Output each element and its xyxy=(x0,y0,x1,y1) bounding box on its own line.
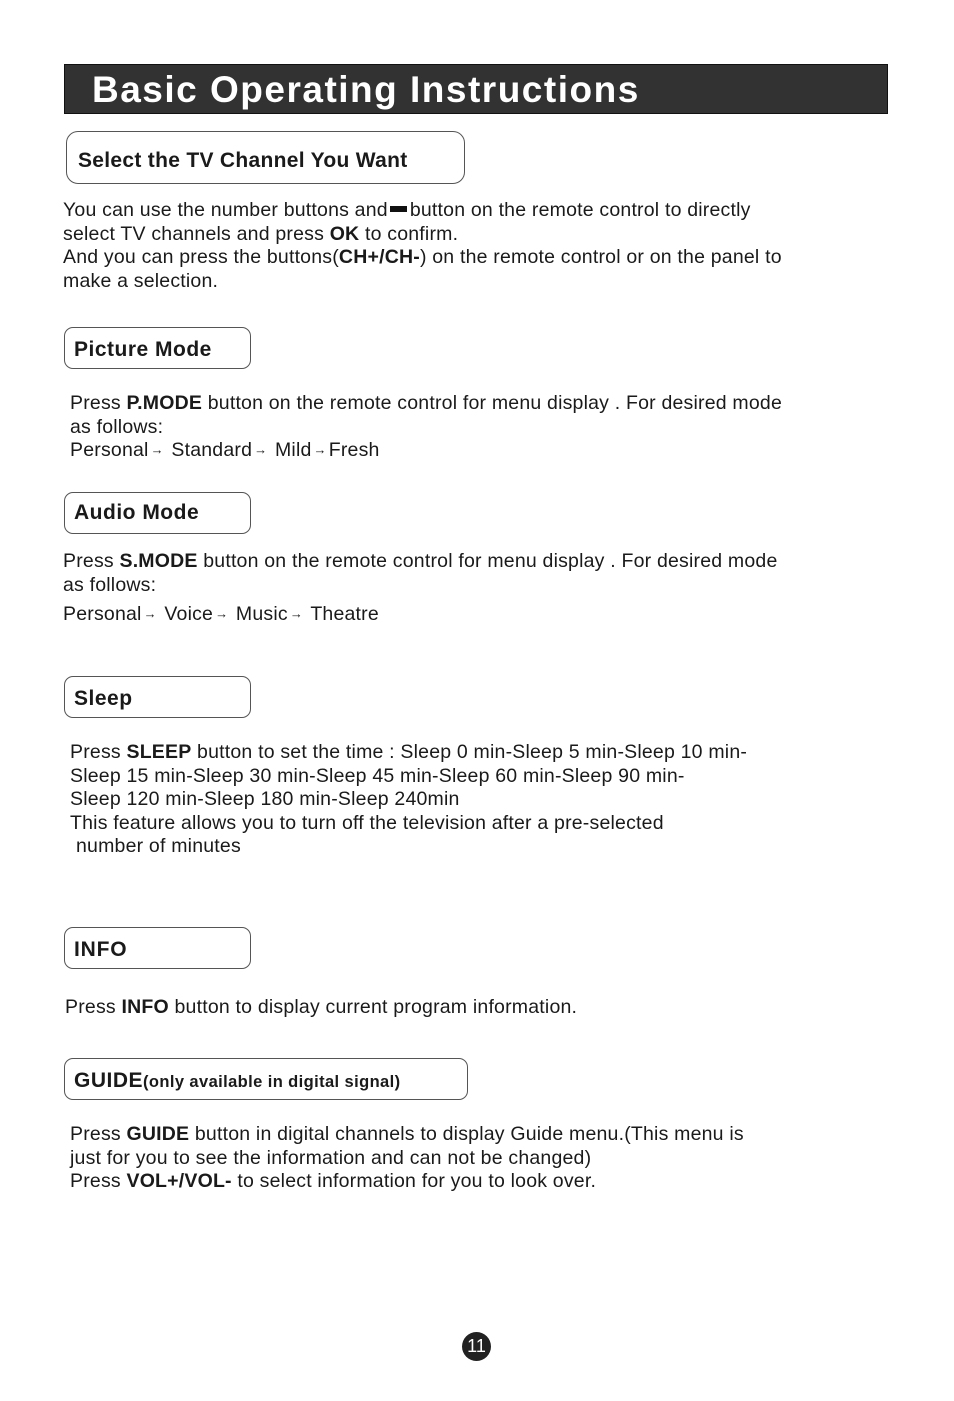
arrow-right-icon: → xyxy=(313,442,327,458)
arrow-right-icon: → xyxy=(150,442,164,458)
section-heading-channel: Select the TV Channel You Want xyxy=(66,131,465,184)
page-number: 11 xyxy=(462,1332,491,1361)
audio-mode-paragraph: Press S.MODE button on the remote control for menu display . For desired mode as follows: Personal → Voice → Music → Theatre xyxy=(63,550,778,628)
audio-mode-sequence: Personal → Voice → Music → Theatre xyxy=(63,603,379,626)
picture-mode-sequence: Personal → Standard → Mild → Fresh xyxy=(70,439,380,462)
page-title-bar xyxy=(64,64,888,114)
sleep-paragraph: Press SLEEP button to set the time : Sleep 0 min-Sleep 5 min-Sleep 10 min- Sleep 15 min-Sleep 30 min-Sleep 45 min-Sleep 60 min-Sleep 90 min- Sleep 120 min-Sleep 180 min-Sleep 240min This feature allows you to turn off the television after a pre-selected number of minutes xyxy=(70,741,748,858)
section-heading-sleep: Sleep xyxy=(64,676,251,718)
section-heading-audio-mode: Audio Mode xyxy=(64,492,251,534)
section-heading-picture-mode: Picture Mode xyxy=(64,327,251,369)
section-heading-guide: GUIDE(only available in digital signal) xyxy=(64,1058,468,1100)
channel-paragraph: You can use the number buttons and button on the remote control to directly select TV channels and press OK to confirm. And you can press the buttons(CH+/CH-) on the remote control or on the panel to make a selection. xyxy=(63,199,782,292)
picture-mode-paragraph: Press P.MODE button on the remote control for menu display . For desired mode as follows: Personal → Standard → Mild → Fresh xyxy=(70,392,782,464)
guide-paragraph: Press GUIDE button in digital channels to display Guide menu.(This menu is just for you to see the information and can not be changed) Press VOL+/VOL- to select information for you to look over. xyxy=(70,1123,744,1193)
arrow-right-icon: → xyxy=(254,442,268,458)
section-heading-info: INFO xyxy=(64,927,251,969)
arrow-right-icon: → xyxy=(215,606,229,622)
minus-dash-icon xyxy=(390,206,407,212)
info-paragraph: Press INFO button to display current program information. xyxy=(65,996,578,1018)
arrow-right-icon: → xyxy=(143,606,157,622)
page-title: Basic Operating Instructions xyxy=(92,69,640,110)
arrow-right-icon: → xyxy=(289,606,304,622)
